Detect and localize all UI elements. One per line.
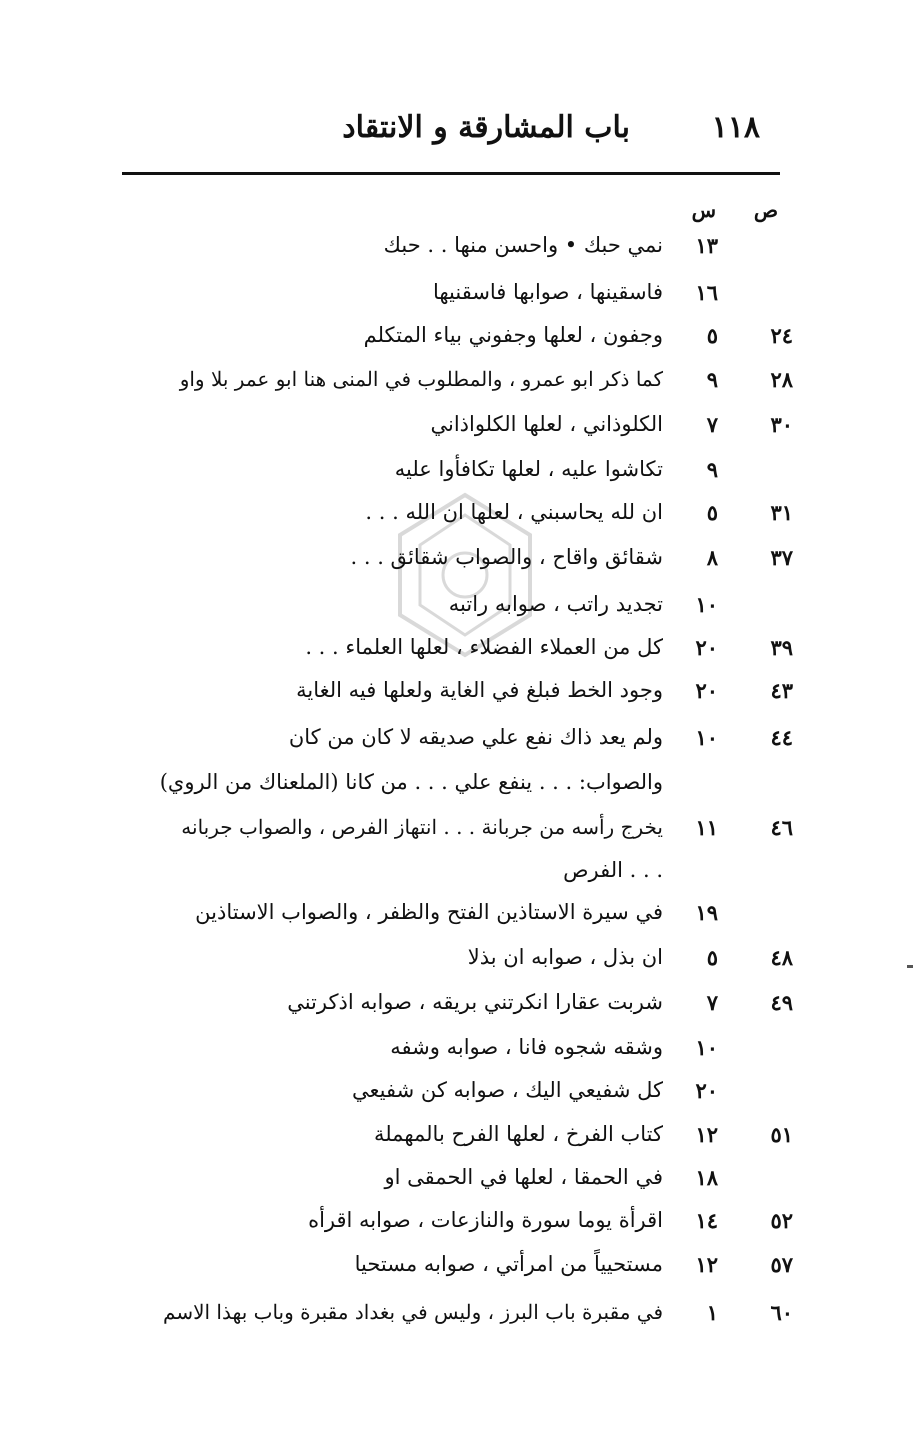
correction-text: تجديد راتب ، صوابه راتبه bbox=[448, 592, 663, 616]
list-item bbox=[0, 1300, 913, 1334]
list-item bbox=[0, 367, 913, 401]
page-ref: ٥١ bbox=[770, 1122, 793, 1147]
list-item bbox=[0, 280, 913, 314]
list-item bbox=[0, 678, 913, 712]
page-ref: ٣١ bbox=[770, 500, 793, 525]
column-header-line: س bbox=[691, 198, 716, 222]
list-item bbox=[0, 815, 913, 849]
list-item bbox=[0, 1208, 913, 1242]
correction-text: والصواب: . . . ينفع علي . . . من كانا (الملعناك من الروي) bbox=[159, 770, 663, 794]
page-ref: ٢٤ bbox=[770, 323, 793, 348]
correction-text: ان لله يحاسبني ، لعلها ان الله . . . bbox=[365, 500, 663, 524]
correction-text: مستحيياً من امرأتي ، صوابه مستحيا bbox=[354, 1252, 663, 1276]
list-item bbox=[0, 1078, 913, 1112]
list-item bbox=[0, 1122, 913, 1156]
line-ref: ١٣ bbox=[695, 233, 718, 258]
line-ref: ٢٠ bbox=[695, 635, 718, 660]
page-ref: ٦٠ bbox=[770, 1300, 793, 1325]
list-item bbox=[0, 233, 913, 267]
correction-text: في الحمقا ، لعلها في الحمقى او bbox=[384, 1165, 663, 1189]
line-ref: ٢٠ bbox=[695, 678, 718, 703]
line-ref: ١٨ bbox=[695, 1165, 718, 1190]
list-item bbox=[0, 1252, 913, 1286]
correction-text: . . . الفرص bbox=[563, 858, 663, 882]
page-ref: ٥٧ bbox=[770, 1252, 793, 1277]
line-ref: ٧ bbox=[706, 990, 718, 1015]
page-ref: ٤٩ bbox=[770, 990, 793, 1015]
correction-text: ولم يعد ذاك نفع علي صديقه لا كان من كان bbox=[288, 725, 663, 749]
page-ref: ٤٦ bbox=[770, 815, 793, 840]
page-number: ١١٨ bbox=[711, 110, 760, 145]
list-item bbox=[0, 770, 913, 804]
line-ref: ١٠ bbox=[695, 1035, 718, 1060]
page-ref: ٤٤ bbox=[770, 725, 793, 750]
page-ref: ٥٢ bbox=[770, 1208, 793, 1233]
correction-text: نمي حبك • واحسن منها . . حبك bbox=[383, 233, 663, 257]
correction-text: اقرأة يوما سورة والنازعات ، صوابه اقرأه bbox=[308, 1208, 663, 1232]
correction-text: كل من العملاء الفضلاء ، لعلها العلماء . . . bbox=[305, 635, 663, 659]
correction-text: في مقبرة باب البرز ، وليس في بغداد مقبرة وباب بهذا الاسم bbox=[163, 1300, 663, 1324]
list-item bbox=[0, 725, 913, 759]
line-ref: ٥ bbox=[706, 323, 718, 348]
list-item bbox=[0, 858, 913, 892]
list-item bbox=[0, 500, 913, 534]
correction-text: كتاب الفرخ ، لعلها الفرح بالمهملة bbox=[373, 1122, 663, 1146]
line-ref: ٥ bbox=[706, 945, 718, 970]
line-ref: ١٢ bbox=[695, 1122, 718, 1147]
correction-text: كما ذكر ابو عمرو ، والمطلوب في المنى هنا ابو عمر بلا واو bbox=[179, 367, 663, 391]
list-item bbox=[0, 1165, 913, 1199]
page-header bbox=[120, 110, 760, 160]
correction-text: يخرج رأسه من جربانة . . . انتهاز الفرص ، والصواب جربانه bbox=[181, 815, 663, 839]
line-ref: ١١ bbox=[695, 815, 718, 840]
header-rule bbox=[122, 172, 780, 175]
correction-text: كل شفيعي اليك ، صوابه كن شفيعي bbox=[352, 1078, 663, 1102]
line-ref: ٩ bbox=[706, 367, 718, 392]
line-ref: ١٠ bbox=[695, 592, 718, 617]
line-ref: ١٢ bbox=[695, 1252, 718, 1277]
list-item bbox=[0, 990, 913, 1024]
page-ref: ٤٨ bbox=[770, 945, 793, 970]
line-ref: ١ bbox=[706, 1300, 718, 1325]
correction-text: وجود الخط فبلغ في الغاية ولعلها فيه الغاية bbox=[296, 678, 663, 702]
page-ref: ٣٩ bbox=[770, 635, 793, 660]
line-ref: ٨ bbox=[706, 545, 718, 570]
correction-text: وجفون ، لعلها وجفوني بياء المتكلم bbox=[363, 323, 663, 347]
correction-text: ان بذل ، صوابه ان بذلا bbox=[467, 945, 663, 969]
correction-text: وشقه شجوه فانا ، صوابه وشفه bbox=[390, 1035, 663, 1059]
correction-text: الكلوذاني ، لعلها الكلواذاني bbox=[430, 412, 663, 436]
list-item bbox=[0, 592, 913, 626]
page-title: باب المشارقة و الانتقاد bbox=[342, 110, 630, 145]
line-ref: ١٩ bbox=[695, 900, 718, 925]
page-ref: ٣٠ bbox=[770, 412, 793, 437]
list-item bbox=[0, 412, 913, 446]
line-ref: ١٦ bbox=[695, 280, 718, 305]
page-ref: ٢٨ bbox=[770, 367, 793, 392]
page-ref: ٣٧ bbox=[770, 545, 793, 570]
line-ref: ٥ bbox=[706, 500, 718, 525]
list-item bbox=[0, 545, 913, 579]
correction-text: في سيرة الاستاذين الفتح والظفر ، والصواب الاستاذين bbox=[195, 900, 663, 924]
line-ref: ٩ bbox=[706, 457, 718, 482]
list-item bbox=[0, 900, 913, 934]
line-ref: ٧ bbox=[706, 412, 718, 437]
correction-text: تكاشوا عليه ، لعلها تكافأوا عليه bbox=[394, 457, 663, 481]
correction-text: شقائق واقاح ، والصواب شقائق . . . bbox=[350, 545, 663, 569]
line-ref: ١٠ bbox=[695, 725, 718, 750]
line-ref: ١٤ bbox=[695, 1208, 718, 1233]
list-item bbox=[0, 457, 913, 491]
column-header-page: ص bbox=[753, 198, 778, 222]
list-item bbox=[0, 323, 913, 357]
line-ref: ٢٠ bbox=[695, 1078, 718, 1103]
page-ref: ٤٣ bbox=[770, 678, 793, 703]
list-item bbox=[0, 1035, 913, 1069]
correction-text: فاسقينها ، صوابها فاسقنيها bbox=[432, 280, 663, 304]
correction-text: شربت عقارا انكرتني بريقه ، صوابه اذكرتني bbox=[287, 990, 663, 1014]
list-item bbox=[0, 635, 913, 669]
list-item bbox=[0, 945, 913, 979]
